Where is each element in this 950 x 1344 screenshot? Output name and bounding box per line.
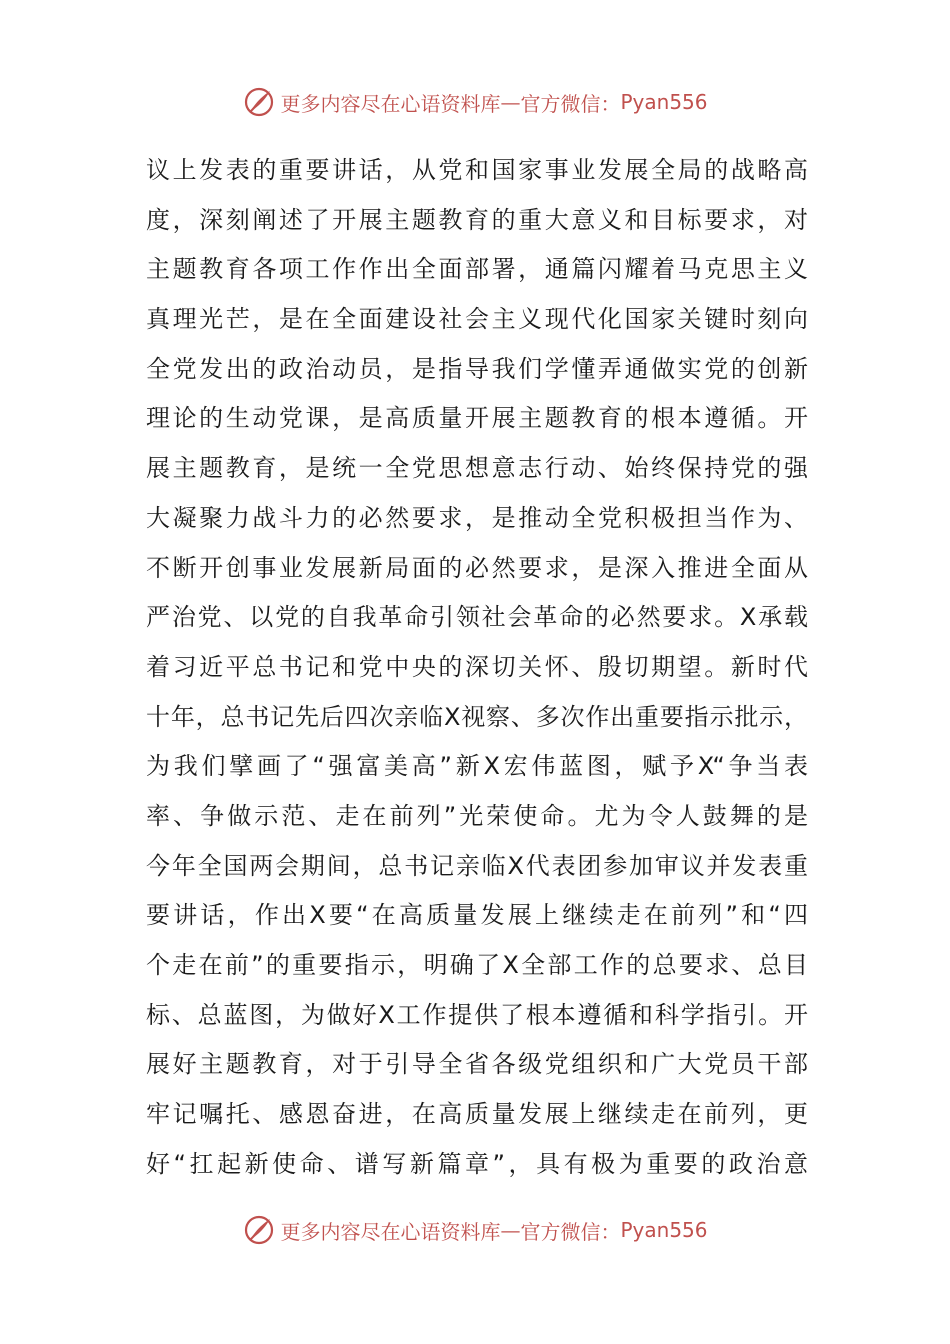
text-line: 不断开创事业发展新局面的必然要求，是深入推进全面从 xyxy=(146,553,808,582)
header-banner xyxy=(0,82,950,122)
banner-wechat-label: 官方微信： xyxy=(520,91,621,116)
text-line: 理论的生动党课，是高质量开展主题教育的根本遵循。开 xyxy=(146,404,808,433)
text-line: 全党发出的政治动员，是指导我们学懂弄通做实党的创新 xyxy=(146,354,808,383)
text-line: 为我们擘画了“强富美高”新X宏伟蓝图，赋予X“争当表 xyxy=(146,752,808,781)
text-line: 度，深刻阐述了开展主题教育的重大意义和目标要求，对 xyxy=(146,205,808,234)
text-line: 严治党、以党的自我革命引领社会革命的必然要求。X承载 xyxy=(146,603,808,632)
text-line: 着习近平总书记和党中央的深切关怀、殷切期望。新时代 xyxy=(146,652,808,681)
text-line: 要讲话，作出X要“在高质量发展上继续走在前列”和“四 xyxy=(146,901,808,930)
banner-wechat-label: 官方微信： xyxy=(520,1219,621,1244)
document-body xyxy=(146,146,808,1189)
banner-text: 更多内容尽在心语资料库 xyxy=(280,1219,501,1244)
text-line: 真理光芒，是在全面建设社会主义现代化国家关键时刻向 xyxy=(146,305,808,334)
text-line: 主题教育各项工作作出全面部署，通篇闪耀着马克思主义 xyxy=(146,255,808,284)
text-line: 议上发表的重要讲话，从党和国家事业发展全局的战略高 xyxy=(146,156,808,184)
text-line: 展好主题教育，对于引导全省各级党组织和广大党员干部 xyxy=(146,1050,808,1079)
text-line: 牢记嘱托、感恩奋进，在高质量发展上继续走在前列，更 xyxy=(146,1100,808,1129)
banner-wechat-id: Pyan556 xyxy=(620,1218,708,1242)
text-line: 大凝聚力战斗力的必然要求，是推动全党积极担当作为、 xyxy=(146,503,808,532)
banner-wechat-id: Pyan556 xyxy=(620,90,708,114)
text-line: 个走在前”的重要指示，明确了X全部工作的总要求、总目 xyxy=(146,951,808,979)
quill-logo-icon xyxy=(242,85,276,119)
text-line: 十年，总书记先后四次亲临X视察、多次作出重要指示批示， xyxy=(146,702,808,731)
text-line: 展主题教育，是统一全党思想意志行动、始终保持党的强 xyxy=(146,454,808,483)
quill-logo-icon xyxy=(242,1213,276,1247)
text-line: 今年全国两会期间，总书记亲临X代表团参加审议并发表重 xyxy=(146,851,808,880)
text-line: 率、争做示范、走在前列”光荣使命。尤为令人鼓舞的是 xyxy=(146,801,808,830)
text-line: 好“扛起新使命、谱写新篇章”，具有极为重要的政治意 xyxy=(146,1149,808,1178)
text-line: 标、总蓝图，为做好X工作提供了根本遵循和科学指引。开 xyxy=(146,1000,808,1029)
banner-dash: — xyxy=(500,90,521,114)
banner-dash: — xyxy=(500,1218,521,1242)
banner-text: 更多内容尽在心语资料库 xyxy=(280,91,501,116)
footer-banner xyxy=(0,1210,950,1250)
